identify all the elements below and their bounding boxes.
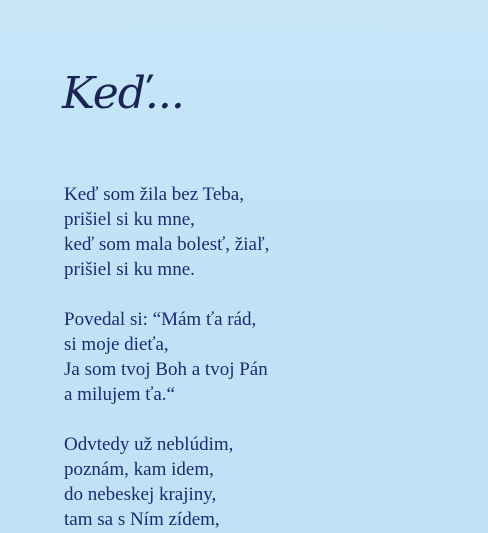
poem-line: prišiel si ku mne, bbox=[64, 209, 195, 230]
poem-body bbox=[64, 182, 464, 532]
poem-title: Keď... bbox=[62, 68, 184, 119]
poem-line: keď som mala bolesť, žiaľ, bbox=[64, 234, 270, 255]
poem-line: prišiel si ku mne. bbox=[64, 259, 195, 280]
stanza-3 bbox=[64, 432, 464, 532]
poem-line: Keď som žila bez Teba, bbox=[64, 184, 244, 205]
stanza-2 bbox=[64, 307, 464, 407]
poem-line: Ja som tvoj Boh a tvoj Pán bbox=[64, 359, 268, 380]
poem-line: si moje dieťa, bbox=[64, 334, 169, 355]
stanza-1 bbox=[64, 182, 464, 282]
poem-line: Povedal si: “Mám ťa rád, bbox=[64, 309, 257, 330]
poem-line: poznám, kam idem, bbox=[64, 459, 214, 480]
poem-line: tam sa s Ním zídem, bbox=[64, 509, 220, 530]
poem-line: a milujem ťa.“ bbox=[64, 384, 175, 405]
poem-line: Odvtedy už neblúdim, bbox=[64, 434, 234, 455]
poem-line: do nebeskej krajiny, bbox=[64, 484, 217, 505]
